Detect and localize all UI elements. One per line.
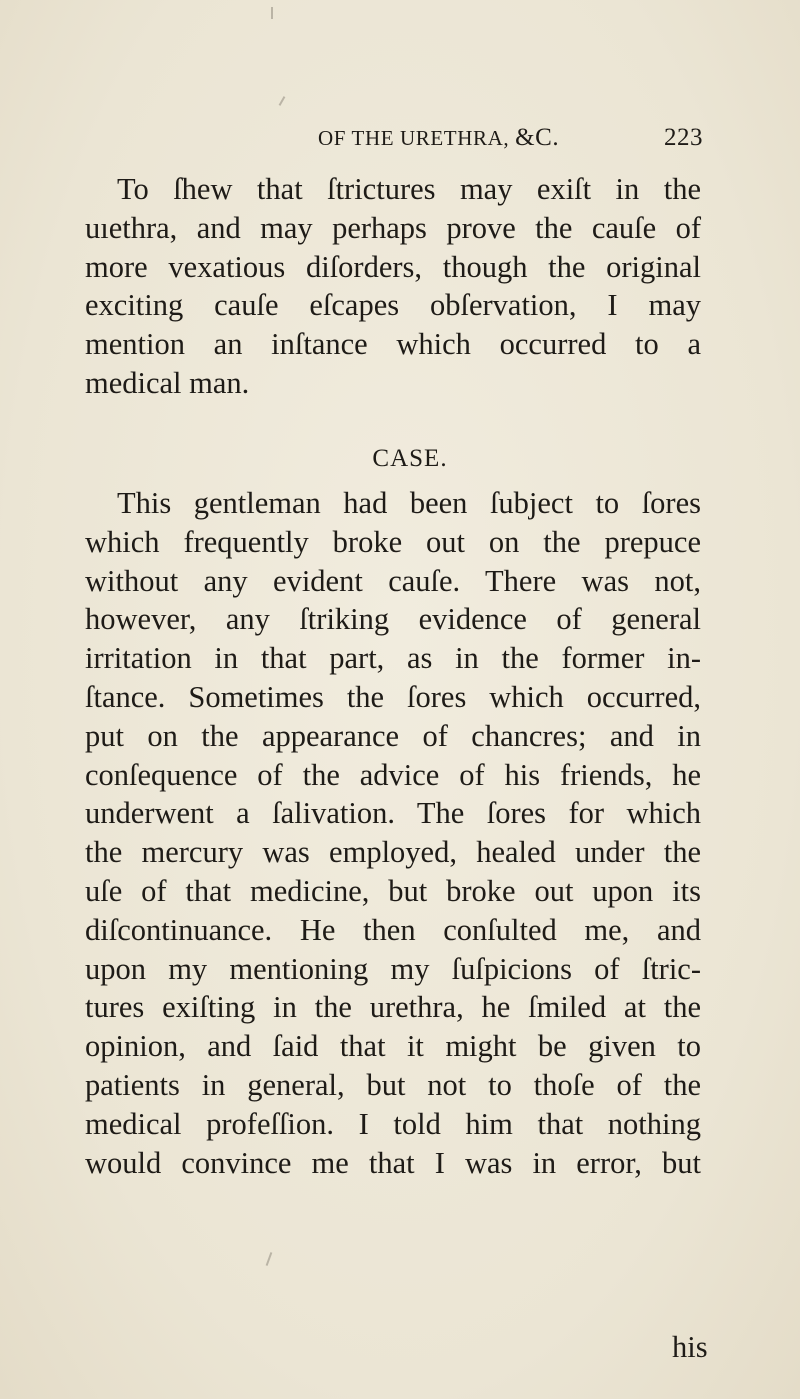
text-line: the mercury was employed, healed under the: [85, 835, 701, 870]
case-heading: CASE.: [372, 445, 448, 472]
paragraph-case: [85, 484, 701, 1182]
text-line: would convince me that I was in error, but: [85, 1145, 701, 1180]
running-title-etc: &C.: [515, 124, 560, 151]
text-line: uıethra, and may perhaps prove the cauſe of: [85, 210, 701, 245]
page-number: 223: [664, 124, 703, 151]
paper-speck: [271, 7, 273, 19]
text-line: patients in general, but not to thoſe of the: [85, 1067, 701, 1102]
text-line: irritation in that part, as in the former in-: [85, 641, 701, 676]
text-line: diſcontinuance. He then conſulted me, and: [85, 912, 701, 947]
text-line: without any evident cauſe. There was not,: [85, 563, 701, 598]
text-line: which frequently broke out on the prepuce: [85, 524, 701, 559]
text-line: exciting cauſe eſcapes obſervation, I may: [85, 288, 701, 323]
paper-speck: [279, 96, 286, 106]
paragraph-introduction: [85, 170, 701, 403]
text-line: more vexatious diſorders, though the original: [85, 249, 701, 284]
text-line: opinion, and ſaid that it might be given to: [85, 1029, 701, 1064]
text-line: upon my mentioning my ſuſpicions of ſtric-: [85, 951, 701, 986]
text-line: ſtance. Sometimes the ſores which occurred,: [85, 679, 701, 714]
text-line: tures exiſting in the urethra, he ſmiled at the: [85, 990, 701, 1025]
text-line: This gentleman had been ſubject to ſores: [117, 486, 701, 520]
text-line: To ſhew that ſtrictures may exiſt in the: [117, 172, 701, 206]
text-line: however, any ſtriking evidence of general: [85, 602, 701, 637]
text-line: conſequence of the advice of his friends, he: [85, 757, 701, 792]
running-title: [318, 124, 559, 152]
running-header: [318, 124, 713, 164]
text-line: underwent a ſalivation. The ſores for which: [85, 796, 701, 831]
text-line: mention an inſtance which occurred to a: [85, 327, 701, 362]
text-line: medical profeſſion. I told him that nothing: [85, 1106, 701, 1141]
running-title-text: OF THE URETHRA,: [318, 126, 510, 150]
catchword: his: [672, 1330, 708, 1364]
text-line: medical man.: [85, 365, 250, 400]
text-line: put on the appearance of chancres; and in: [85, 718, 701, 753]
text-line: uſe of that medicine, but broke out upon its: [85, 873, 701, 908]
paper-speck: [266, 1252, 273, 1266]
